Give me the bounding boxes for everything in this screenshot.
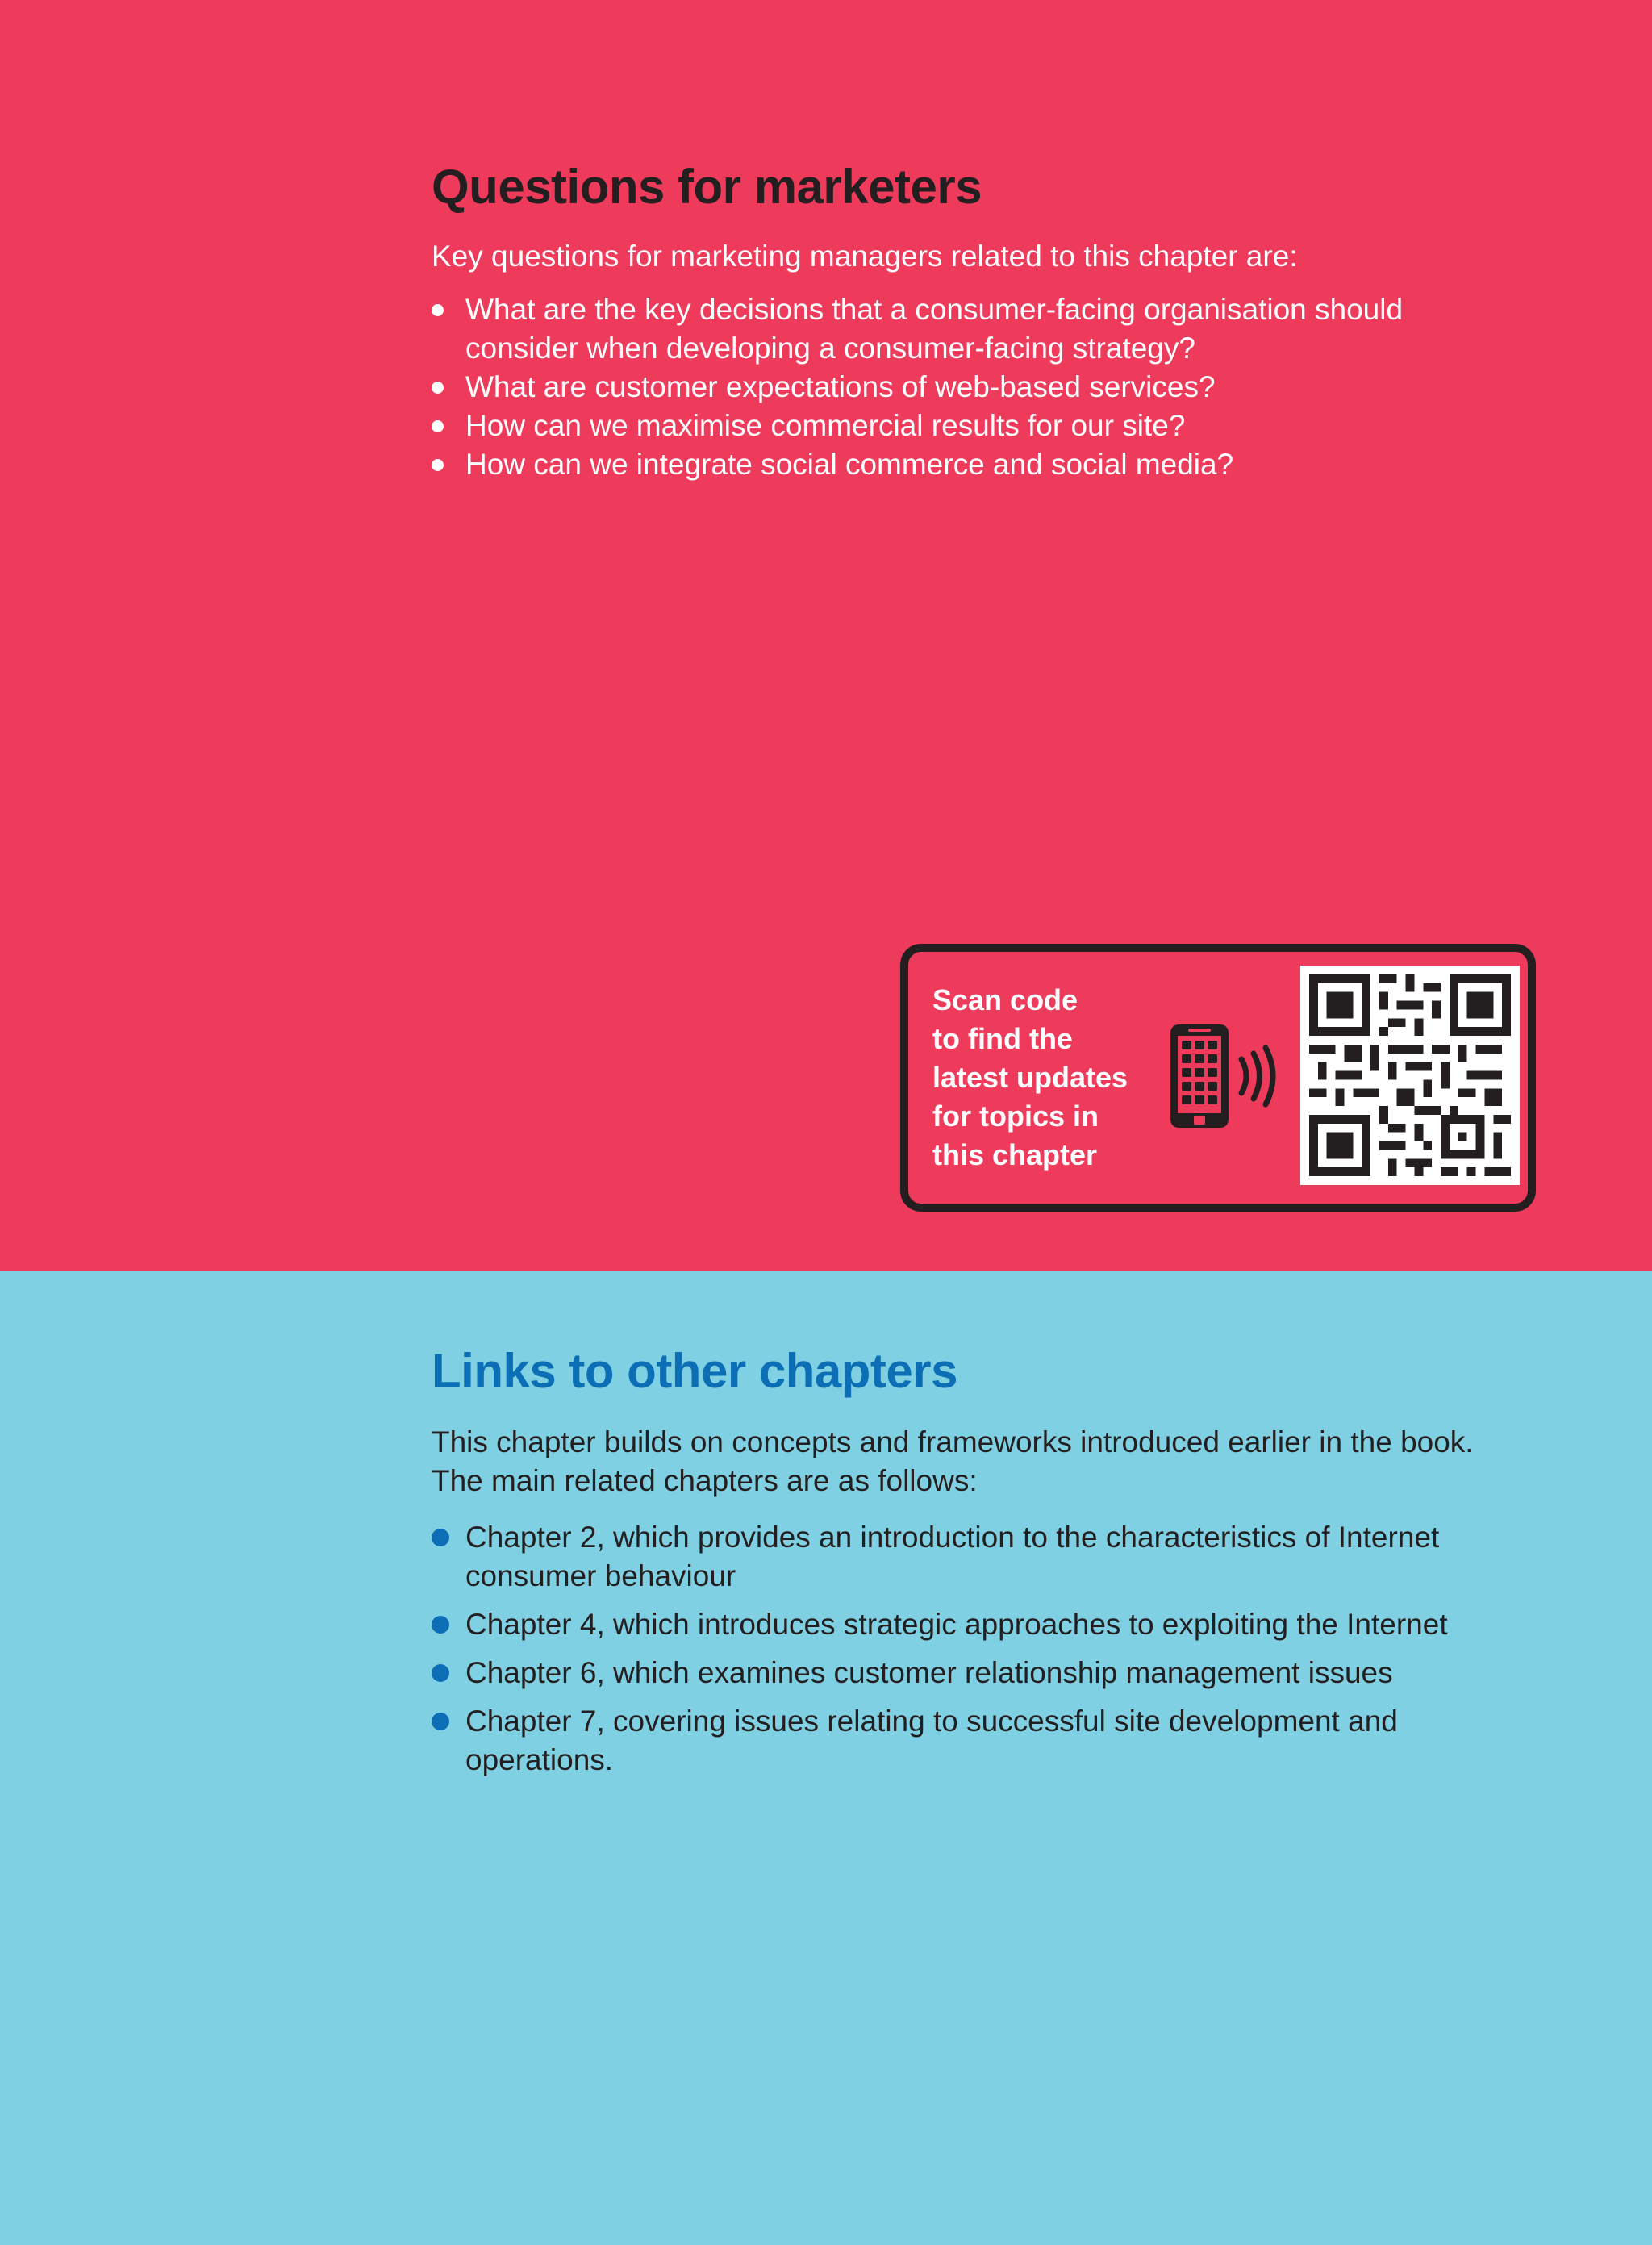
questions-list — [432, 290, 1504, 484]
smartphone-icon — [1170, 1024, 1287, 1129]
questions-title: Questions for marketers — [432, 160, 982, 214]
list-item — [432, 407, 1504, 445]
questions-section — [432, 158, 1504, 484]
list-item-text: How can we maximise commercial results for our site? — [465, 409, 1186, 442]
links-intro: This chapter builds on concepts and frameworks introduced earlier in the book. The main related chapters are as follows: — [432, 1425, 1474, 1497]
list-item-text: Chapter 6, which examines customer relationship management issues — [465, 1656, 1393, 1689]
list-item-text: How can we integrate social commerce and social media? — [465, 448, 1234, 481]
bullet-icon — [432, 382, 444, 394]
bullet-icon — [432, 420, 444, 432]
list-item — [432, 290, 1504, 368]
links-section — [432, 1342, 1504, 1789]
bullet-icon — [432, 1664, 449, 1682]
list-item — [432, 1605, 1504, 1644]
links-title: Links to other chapters — [432, 1344, 957, 1398]
list-item-text: Chapter 7, covering issues relating to successful site development and operations. — [465, 1705, 1398, 1776]
scan-code-text: Scan code to find the latest updates for topics in this chapter — [932, 983, 1128, 1171]
list-item-text: What are customer expectations of web-based services? — [465, 370, 1216, 403]
list-item-text: Chapter 2, which provides an introduction to the characteristics of Internet consumer behaviour — [465, 1521, 1440, 1592]
bullet-icon — [432, 459, 444, 471]
list-item — [432, 1702, 1504, 1780]
list-item — [432, 368, 1504, 407]
list-item — [432, 1518, 1504, 1596]
bullet-icon — [432, 1529, 449, 1546]
list-item-text: What are the key decisions that a consumer-facing organisation should consider when developing a consumer-facing strategy? — [465, 293, 1404, 365]
bullet-icon — [432, 304, 444, 316]
list-item — [432, 445, 1504, 484]
scan-code-panel — [900, 944, 1536, 1212]
list-item — [432, 1654, 1504, 1692]
links-list — [432, 1518, 1504, 1780]
questions-intro: Key questions for marketing managers related to this chapter are: — [432, 240, 1298, 273]
qr-code-icon — [1300, 966, 1520, 1185]
bullet-icon — [432, 1713, 449, 1730]
list-item-text: Chapter 4, which introduces strategic approaches to exploiting the Internet — [465, 1608, 1448, 1641]
bullet-icon — [432, 1616, 449, 1634]
